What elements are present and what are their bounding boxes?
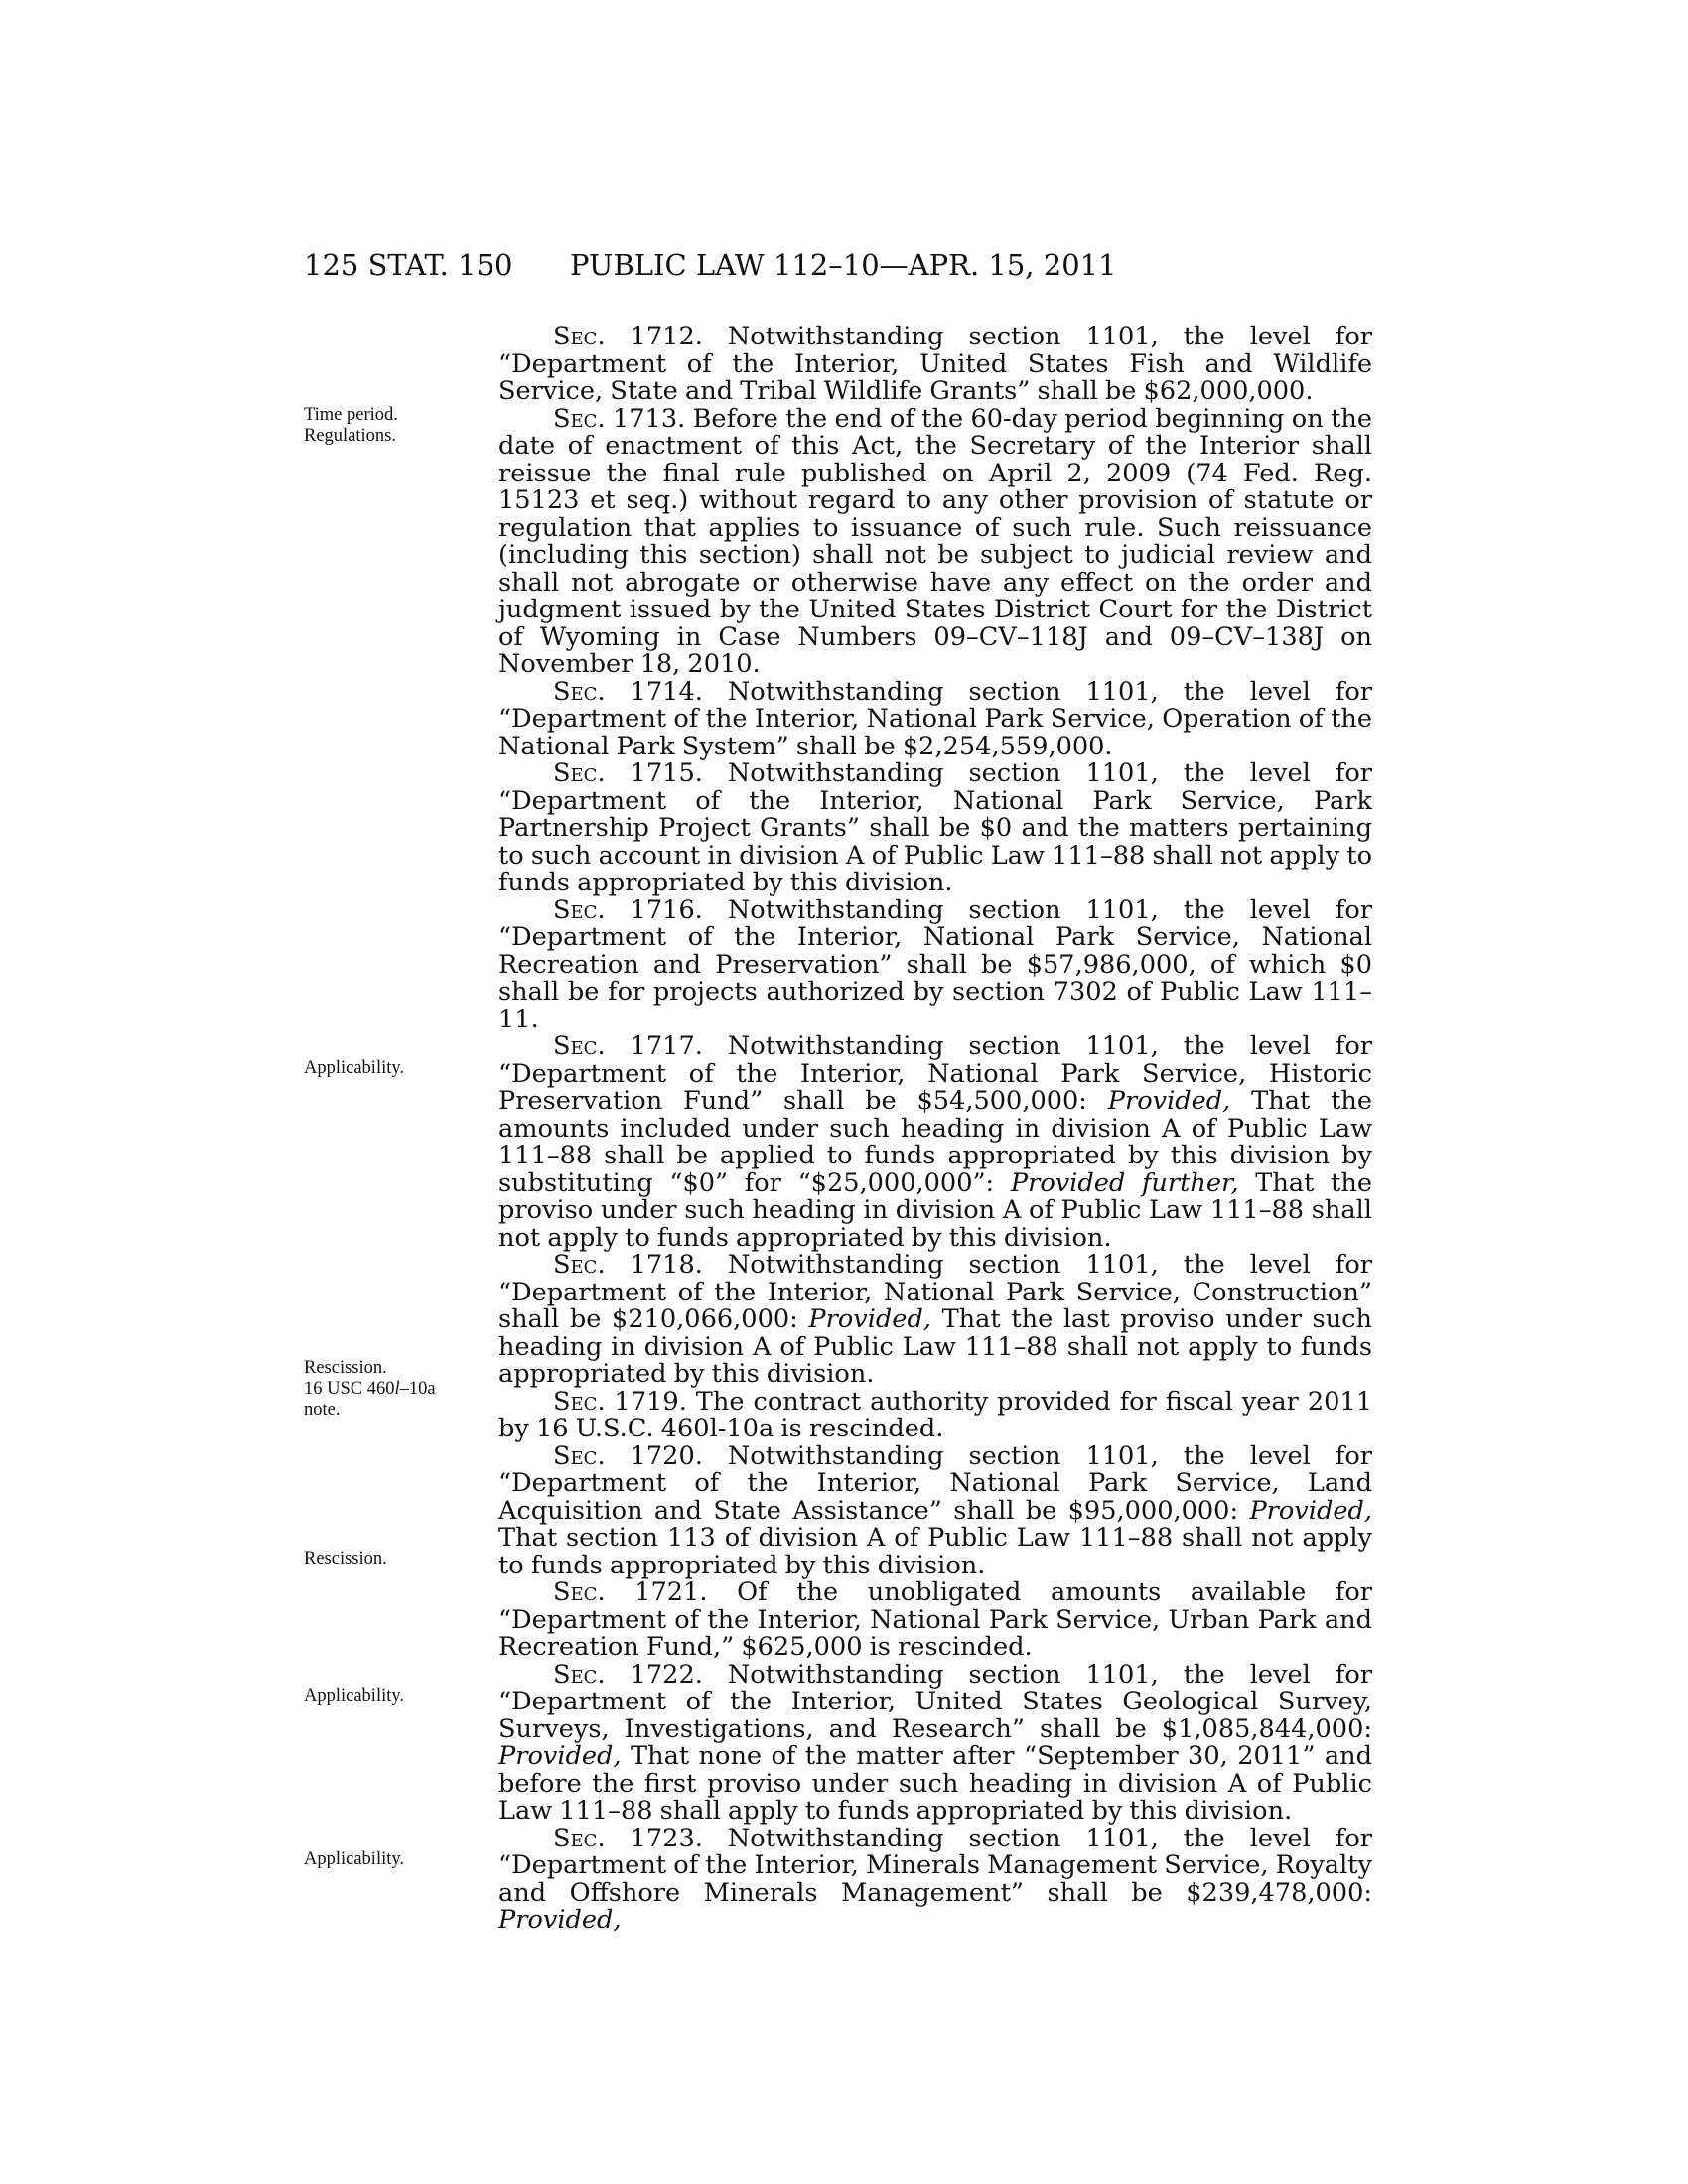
- section-1713: Sec. 1713. Before the end of the 60-day period beginning on the date of enactment of this Act, the Secretary of the Interior shall reissue the final rule published on April 2, 2009 (74 Fed. Reg. 15123 et seq.) without regard to any other provision of statute or regulation that applies to issuance of such rule. Such reissuance (including this section) shall not be subject to judicial review and shall not abrogate or otherwise have any effect on the order and judgment issued by the United States District Court for the District of Wyoming in Case Numbers 09–CV–118J and 09–CV–138J on November 18, 2010.: [498, 403, 1372, 679]
- margin-note-line: Regulations.: [304, 426, 397, 446]
- section-1714: Sec. 1714. Notwithstanding section 1101, the level for “Department of the Interior, National Park Service, Operation of the National Park System” shall be $2,254,559,000.: [498, 676, 1372, 761]
- section-1715: Sec. 1715. Notwithstanding section 1101, the level for “Department of the Interior, National Park Service, Park Partnership Project Grants” shall be $0 and the matters pertaining to such account in division A of Public Law 111–88 shall not apply to funds appropriated by this division.: [498, 758, 1372, 897]
- section-1722: Sec. 1722. Notwithstanding section 1101, the level for “Department of the Interior, United States Geological Survey, Surveys, Investigations, and Research” shall be $1,085,844,000: Provided, That none of the matter after “September 30, 2011” and before the first proviso under such heading in division A of Public Law 111–88 shall apply to funds appropriated by this division.: [498, 1659, 1372, 1826]
- section-label: Sec. 1722.: [553, 1659, 703, 1690]
- section-label: Sec. 1715.: [553, 758, 703, 788]
- section-1716: Sec. 1716. Notwithstanding section 1101, the level for “Department of the Interior, National Park Service, National Recreation and Preservation” shall be $57,986,000, of which $0 shall be for projects authorized by section 7302 of Public Law 111–11.: [498, 894, 1372, 1034]
- section-label: Sec. 1717.: [553, 1031, 703, 1061]
- margin-note-sec-1713: [304, 405, 478, 447]
- section-label: Sec. 1716.: [553, 894, 703, 925]
- running-title: PUBLIC LAW 112–10—APR. 15, 2011: [570, 248, 1117, 282]
- margin-note-sec-1722: Applicability.: [304, 1686, 405, 1706]
- section-1718: Sec. 1718. Notwithstanding section 1101, the level for “Department of the Interior, National Park Service, Construction” shall be $210,066,000: Provided, That the last proviso under such heading in division A of Public Law 111–88 shall not apply to funds appropriated by this division.: [498, 1250, 1372, 1389]
- page-reference: 125 STAT. 150: [304, 248, 513, 282]
- statute-body: [498, 324, 1372, 1935]
- section-label: Sec. 1713.: [553, 403, 686, 434]
- section-label: Sec. 1714.: [553, 676, 703, 707]
- section-1717: Sec. 1717. Notwithstanding section 1101, the level for “Department of the Interior, National Park Service, Historic Preservation Fund” shall be $54,500,000: Provided, That the amounts included under such heading in division A of Public Law 111–88 shall be applied to funds appropriated by this division by substituting “$0” for “$25,000,000”: Provided further, That the proviso under such heading in division A of Public Law 111–88 shall not apply to funds appropriated by this division.: [498, 1031, 1372, 1253]
- section-1723: Sec. 1723. Notwithstanding section 1101, the level for “Department of the Interior, Minerals Management Service, Royalty and Offshore Minerals Management” shall be $239,478,000: Provided,: [498, 1823, 1372, 1935]
- section-1719: Sec. 1719. The contract authority provided for fiscal year 2011 by 16 U.S.C. 460l-10a is rescinded.: [498, 1386, 1372, 1443]
- margin-note-line: Rescission.: [304, 1358, 387, 1378]
- section-1720: Sec. 1720. Notwithstanding section 1101, the level for “Department of the Interior, National Park Service, Land Acquisition and State Assistance” shall be $95,000,000: Provided, That section 113 of division A of Public Law 111–88 shall not apply to funds appropriated by this division.: [498, 1440, 1372, 1580]
- section-label: Sec. 1721.: [553, 1577, 708, 1607]
- section-label: Sec. 1712.: [553, 322, 703, 351]
- margin-note-sec-1719: [304, 1358, 478, 1421]
- section-1721: Sec. 1721. Of the unobligated amounts available for “Department of the Interior, National Park Service, Urban Park and Recreation Fund,” $625,000 is rescinded.: [498, 1577, 1372, 1662]
- section-label: Sec. 1720.: [553, 1440, 703, 1471]
- margin-note-sec-1723: Applicability.: [304, 1849, 405, 1869]
- margin-note-line: 16 USC 460l–10a: [304, 1379, 436, 1399]
- section-1712: Sec. 1712. Notwithstanding section 1101, the level for “Department of the Interior, United States Fish and Wildlife Service, State and Tribal Wildlife Grants” shall be $62,000,000.: [498, 322, 1372, 406]
- margin-note-line: Time period.: [304, 405, 398, 425]
- margin-note-line: note.: [304, 1400, 341, 1420]
- section-label: Sec. 1718.: [553, 1250, 703, 1280]
- margin-note-sec-1721: Rescission.: [304, 1549, 387, 1569]
- section-label: Sec. 1719.: [553, 1386, 687, 1417]
- margin-note-sec-1717: Applicability.: [304, 1058, 405, 1078]
- page-header: [304, 248, 1372, 288]
- section-label: Sec. 1723.: [553, 1823, 703, 1853]
